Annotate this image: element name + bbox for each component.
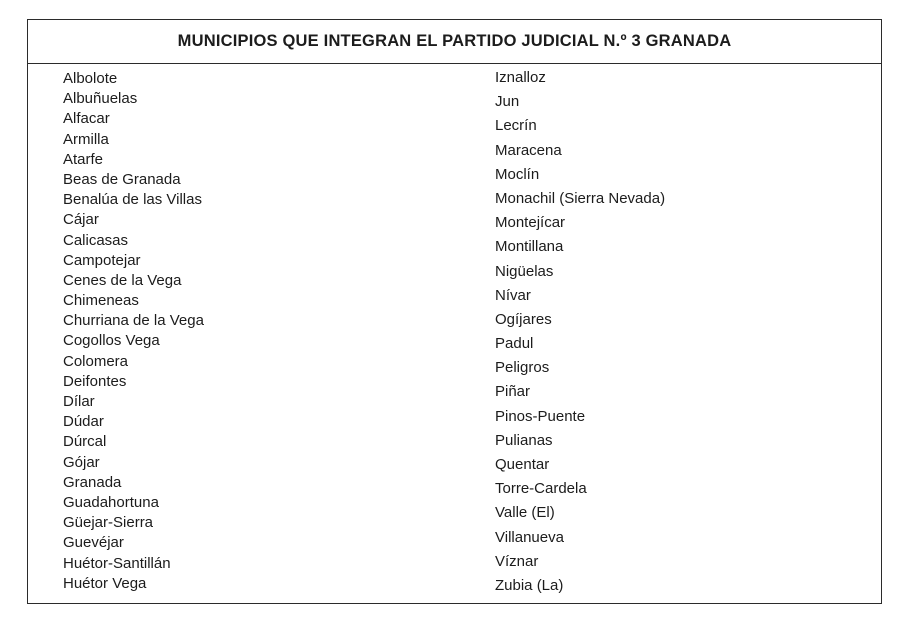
municipality-item: Jun: [495, 93, 520, 111]
municipality-item: Cogollos Vega: [63, 332, 160, 350]
municipality-item: Víznar: [495, 552, 539, 570]
municipality-item: Granada: [63, 473, 122, 491]
municipality-item: Montejícar: [495, 214, 566, 232]
municipalities-table: [27, 19, 882, 604]
table-title: MUNICIPIOS QUE INTEGRAN EL PARTIDO JUDICIAL N.º 3 GRANADA: [177, 32, 732, 50]
municipality-item: Pinos-Puente: [495, 407, 586, 425]
municipality-item: Valle (El): [495, 504, 555, 522]
municipality-item: Güejar-Sierra: [63, 514, 154, 532]
municipality-item: Cenes de la Vega: [63, 271, 182, 289]
municipality-item: Chimeneas: [63, 292, 139, 310]
municipality-item: Atarfe: [63, 150, 104, 168]
municipality-item: Zubia (La): [495, 576, 564, 594]
municipality-item: Ogíjares: [495, 310, 552, 328]
municipality-item: Montillana: [495, 238, 564, 256]
municipality-item: Guevéjar: [63, 534, 124, 552]
municipality-item: Nívar: [495, 286, 531, 304]
municipality-list-left: [63, 69, 204, 594]
municipality-item: Guadahortuna: [63, 493, 159, 511]
municipality-item: Albolote: [63, 70, 118, 87]
table-header: [28, 20, 881, 64]
municipality-item: Maracena: [495, 141, 562, 159]
municipality-item: Moclín: [495, 165, 540, 183]
municipality-item: Cájar: [63, 211, 99, 229]
municipality-item: Benalúa de las Villas: [63, 191, 202, 209]
municipality-item: Dúrcal: [63, 433, 107, 451]
municipality-item: Nigüelas: [495, 262, 554, 280]
municipality-item: Armilla: [63, 130, 109, 148]
municipality-item: Villanueva: [495, 528, 564, 546]
municipality-item: Dúdar: [63, 413, 104, 431]
municipality-item: Monachil (Sierra Nevada): [495, 189, 666, 207]
municipality-item: Deifontes: [63, 372, 127, 390]
municipality-item: Churriana de la Vega: [63, 312, 204, 330]
municipality-item: Gójar: [63, 453, 100, 471]
municipality-item: Quentar: [495, 456, 550, 473]
municipality-item: Campotejar: [63, 251, 141, 269]
municipality-item: Lecrín: [495, 117, 537, 135]
municipality-item: Beas de Granada: [63, 170, 181, 188]
municipality-item: Dílar: [63, 393, 95, 410]
municipality-item: Torre-Cardela: [495, 480, 587, 498]
municipality-item: Pulianas: [495, 431, 553, 449]
municipality-item: Huétor-Santillán: [63, 554, 171, 572]
municipality-item: Peligros: [495, 359, 550, 377]
municipality-item: Piñar: [495, 383, 531, 401]
municipality-item: Iznalloz: [495, 69, 546, 86]
municipality-item: Albuñuelas: [63, 90, 138, 108]
municipality-item: Alfacar: [63, 110, 110, 128]
municipality-item: Colomera: [63, 352, 129, 370]
municipality-item: Calicasas: [63, 231, 129, 249]
municipality-list-right: [495, 66, 665, 598]
municipality-item: Huétor Vega: [63, 574, 147, 592]
municipality-item: Padul: [495, 335, 534, 353]
